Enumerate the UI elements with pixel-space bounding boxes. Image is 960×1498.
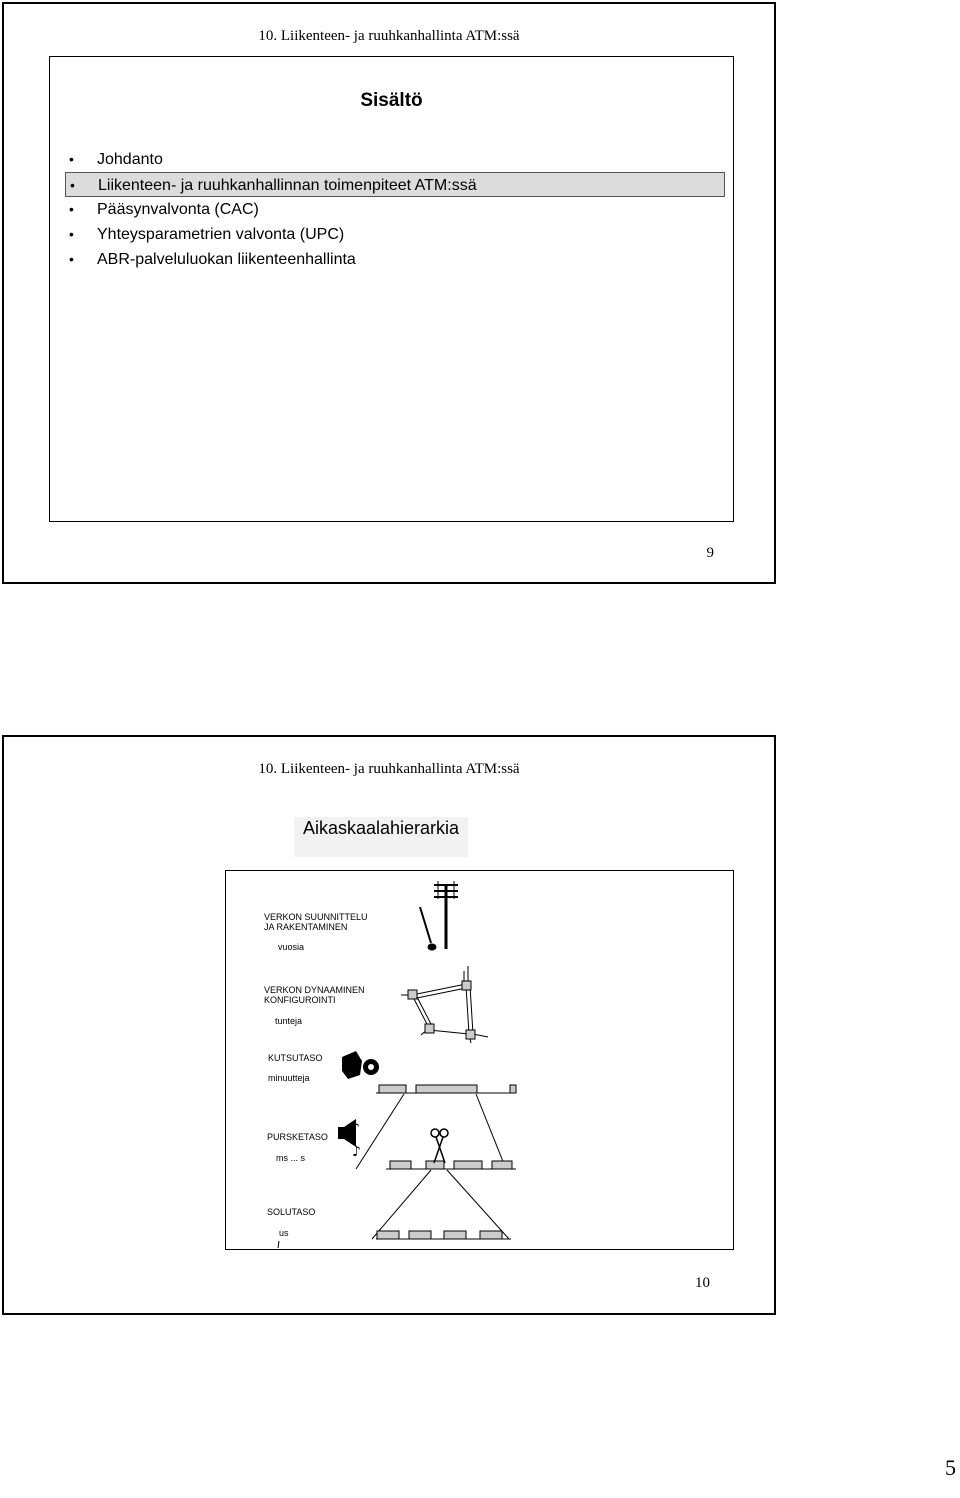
bullet-item <box>65 147 725 172</box>
utility-pole-icon <box>434 881 458 949</box>
diagram-graphics <box>226 871 733 1249</box>
svg-text:♪: ♪ <box>351 1121 360 1137</box>
bullet-icon: • <box>70 177 75 193</box>
cell-bars <box>377 1231 502 1239</box>
bullet-item <box>65 197 725 222</box>
level-time: minuutteja <box>268 1073 310 1083</box>
bullet-icon: • <box>69 251 74 267</box>
bullet-text: Yhteysparametrien valvonta (UPC) <box>97 226 345 243</box>
sheet-page-number: 5 <box>945 1455 956 1480</box>
slide-header: 10. Liikenteen- ja ruuhkanhallinta ATM:ssä <box>258 761 520 777</box>
level-label: SOLUTASO <box>267 1207 316 1217</box>
bullet-text: Liikenteen- ja ruuhkanhallinnan toimenpiteet ATM:ssä <box>98 177 477 194</box>
level-label: KONFIGUROINTI <box>264 995 336 1005</box>
bullet-item-highlighted <box>65 172 725 197</box>
level-time: vuosia <box>278 942 305 952</box>
shovel-icon <box>420 907 436 950</box>
slide-page-number: 9 <box>706 545 714 561</box>
level-label: PURSKETASO <box>267 1132 328 1142</box>
telephone-icon <box>342 1051 379 1079</box>
slide-content-frame <box>49 56 734 522</box>
bullet-icon: • <box>69 201 74 217</box>
slide-title: Aikaskaalahierarkia <box>294 817 468 857</box>
burst-bars <box>390 1161 512 1169</box>
slide-page-number: 10 <box>695 1275 710 1291</box>
bullet-text: Johdanto <box>97 151 163 168</box>
level-time: tunteja <box>275 1016 303 1026</box>
level-time: ms ... s <box>276 1153 305 1163</box>
bullet-list <box>65 147 725 272</box>
bullet-item <box>65 222 725 247</box>
slide-header: 10. Liikenteen- ja ruuhkanhallinta ATM:ssä <box>258 28 520 44</box>
svg-text:♪: ♪ <box>352 1144 361 1160</box>
bullet-item <box>65 247 725 272</box>
bullet-icon: • <box>69 226 74 242</box>
level-label: KUTSUTASO <box>268 1053 323 1063</box>
bullet-icon: • <box>69 151 74 167</box>
level-label: VERKON DYNAAMINEN <box>264 985 365 995</box>
slide-9 <box>2 2 776 584</box>
slide-title: Sisältö <box>360 90 423 111</box>
network-graph-icon <box>401 966 488 1043</box>
bullet-text: ABR-palveluluokan liikenteenhallinta <box>97 251 356 268</box>
bullet-text: Pääsynvalvonta (CAC) <box>97 201 259 218</box>
level-label: VERKON SUUNNITTELU <box>264 912 368 922</box>
scissors-icon <box>431 1129 448 1163</box>
level-label: JA RAKENTAMINEN <box>264 922 348 932</box>
timescale-diagram <box>225 870 734 1250</box>
level-time: us <box>279 1228 289 1238</box>
slide-10 <box>2 735 776 1315</box>
call-bars <box>379 1085 516 1093</box>
